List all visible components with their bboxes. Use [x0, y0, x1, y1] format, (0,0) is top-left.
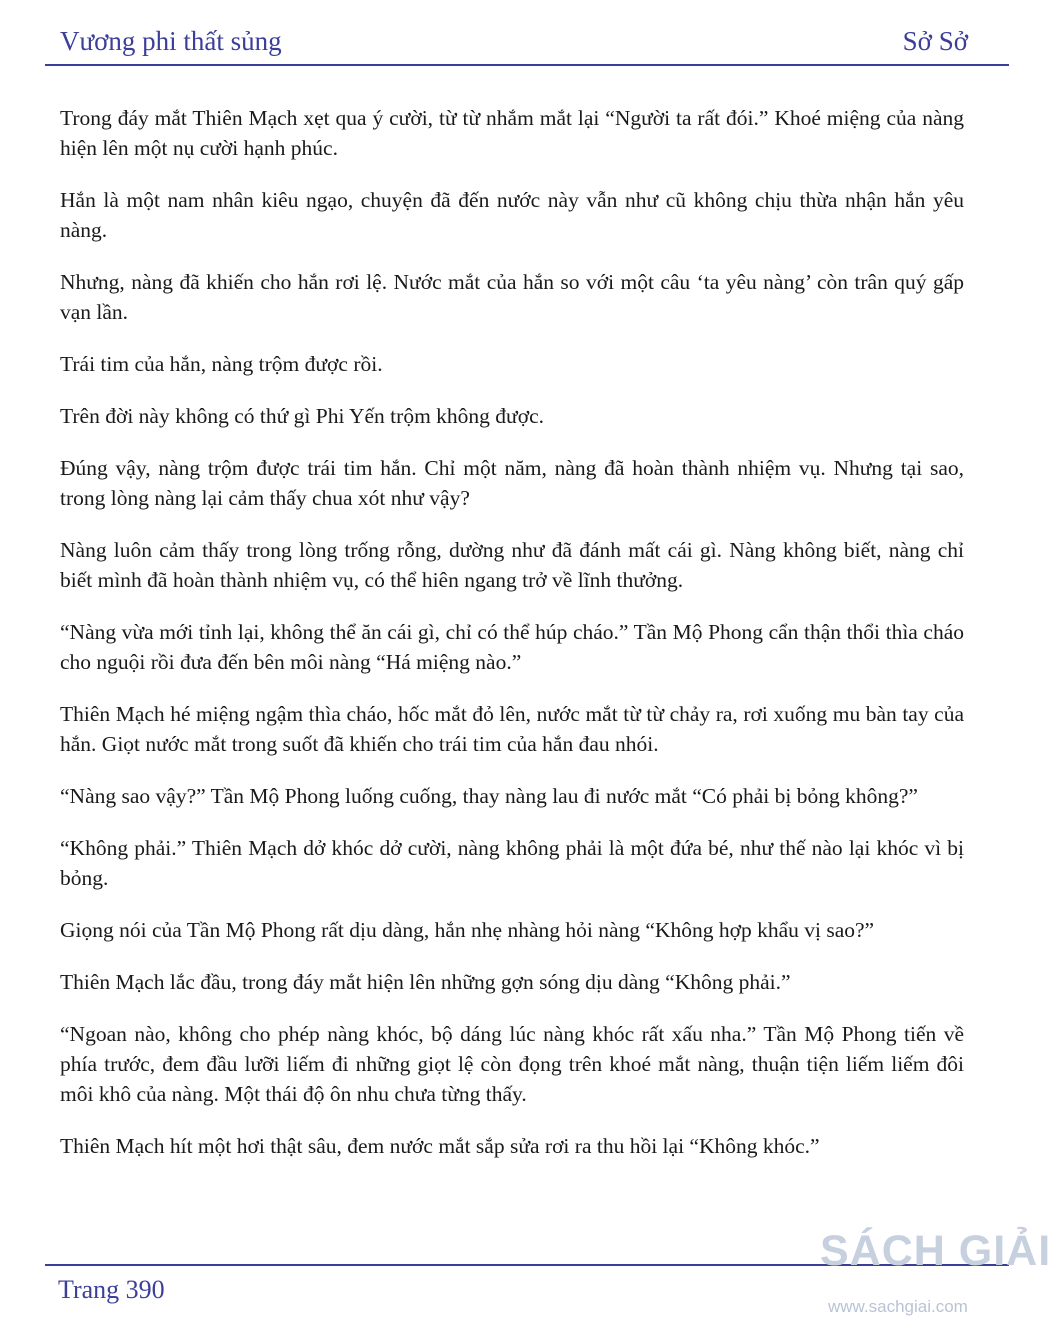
page-number: Trang 390: [58, 1275, 165, 1304]
paragraph: “Nàng vừa mới tỉnh lại, không thể ăn cái gì, chỉ có thể húp cháo.” Tần Mộ Phong cẩn thận thổi thìa cháo cho nguội rồi đưa đến bên môi nàng “Há miệng nào.”: [60, 620, 964, 674]
paragraph: Nàng luôn cảm thấy trong lòng trống rỗng, dường như đã đánh mất cái gì. Nàng không biết, nàng chỉ biết mình đã hoàn thành nhiệm vụ, có thể hiên ngang trở về lĩnh thưởng.: [60, 538, 964, 592]
paragraph: Thiên Mạch lắc đầu, trong đáy mắt hiện lên những gợn sóng dịu dàng “Không phải.”: [60, 970, 791, 994]
watermark-logo: SÁCH GIẢI: [820, 1227, 1051, 1275]
book-title: Vương phi thất sủng: [60, 26, 282, 56]
paragraph: Thiên Mạch hít một hơi thật sâu, đem nước mắt sắp sửa rơi ra thu hồi lại “Không khóc.”: [60, 1134, 820, 1158]
watermark-url: www.sachgiai.com: [828, 1297, 968, 1316]
book-author: Sở Sở: [902, 26, 968, 56]
paragraph: Hắn là một nam nhân kiêu ngạo, chuyện đã đến nước này vẫn như cũ không chịu thừa nhận hắn yêu nàng.: [60, 188, 964, 242]
paragraph: Trái tim của hắn, nàng trộm được rồi.: [60, 352, 383, 376]
header-divider: [45, 64, 1009, 66]
paragraph: “Không phải.” Thiên Mạch dở khóc dở cười, nàng không phải là một đứa bé, như thế nào lại khóc vì bị bỏng.: [60, 836, 964, 890]
paragraph: Trên đời này không có thứ gì Phi Yến trộm không được.: [60, 404, 544, 428]
page-body: [60, 103, 964, 1183]
paragraph: “Ngoan nào, không cho phép nàng khóc, bộ dáng lúc nàng khóc rất xấu nha.” Tần Mộ Phong tiến về phía trước, đem đầu lưỡi liếm đi những giọt lệ còn đọng trên khoé mắt nàng, thuận tiện liếm liếm đôi môi khô của nàng. Một thái độ ôn nhu chưa từng thấy.: [60, 1022, 964, 1106]
paragraph: Nhưng, nàng đã khiến cho hắn rơi lệ. Nước mắt của hắn so với một câu ‘ta yêu nàng’ còn trân quý gấp vạn lần.: [60, 270, 964, 324]
watermark: [820, 1227, 1051, 1319]
paragraph: Giọng nói của Tần Mộ Phong rất dịu dàng, hắn nhẹ nhàng hỏi nàng “Không hợp khẩu vị sao?”: [60, 918, 875, 942]
page-header: [0, 0, 1024, 70]
paragraph: Đúng vậy, nàng trộm được trái tim hắn. Chỉ một năm, nàng đã hoàn thành nhiệm vụ. Nhưng tại sao, trong lòng nàng lại cảm thấy chua xót như vậy?: [60, 456, 964, 510]
paragraph: Trong đáy mắt Thiên Mạch xẹt qua ý cười, từ từ nhắm mắt lại “Người ta rất đói.” Khoé miệng của nàng hiện lên một nụ cười hạnh phúc.: [60, 106, 964, 160]
paragraph: “Nàng sao vậy?” Tần Mộ Phong luống cuống, thay nàng lau đi nước mắt “Có phải bị bỏng không?”: [60, 784, 918, 808]
paragraph: Thiên Mạch hé miệng ngậm thìa cháo, hốc mắt đỏ lên, nước mắt từ từ chảy ra, rơi xuống mu bàn tay của hắn. Giọt nước mắt trong suốt đã khiến cho trái tim của hắn đau nhói.: [60, 702, 964, 756]
